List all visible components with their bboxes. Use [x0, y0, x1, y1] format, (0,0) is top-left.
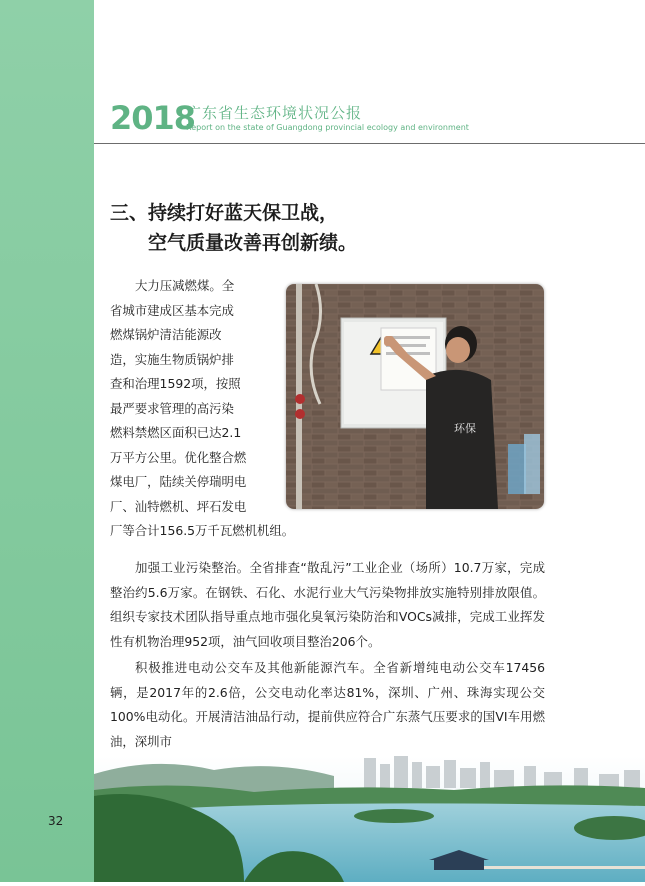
paragraph-body: 全省新增纯电动公交车17456辆，是2017年的2.6倍，公交电动化率达81%，深圳、广州、珠海实现公交100%电动化。开展清洁油品行动，提前供应符合广东蒸气压要求的国VI车用燃油，深圳市 [110, 660, 546, 749]
report-title-cn: 广东省生态环境状况公报 [186, 104, 363, 122]
paragraph-heading: 积极推进电动公交车及其他新能源汽车。 [135, 660, 374, 675]
text-line: 造，实施生物质锅炉排 [110, 351, 234, 367]
paragraph-industrial [110, 556, 545, 654]
text-line: 煤电厂，陆续关停瑞明电 [110, 474, 247, 489]
paragraph-coal-reduction [110, 274, 295, 544]
text-line: 厂、汕特燃机、坪石发电 [110, 498, 247, 514]
paragraph-heading: 加强工业污染整治。 [135, 560, 250, 575]
landscape-banner [94, 756, 645, 882]
section-title-line1: 三、持续打好蓝天保卫战， [110, 202, 339, 224]
sidebar-strip [0, 0, 94, 882]
inspection-photo-illustration [286, 284, 544, 509]
text-line: 燃煤锅炉清洁能源改 [110, 327, 222, 342]
landscape-illustration [94, 756, 645, 882]
text-line: 厂等合计156.5万千瓦燃机机组。 [110, 523, 295, 538]
paragraph-body: 全省排查“散乱污”工业企业（场所）10.7万家，完成整治约5.6万家。在钢铁、石化、水泥行业大气污染物排放实施特别排放限值。组织专家技术团队指导重点地市强化臭氧污染防治和VOCs减排，完成工业挥发性有机物治理952项，油气回收项目整治206个。 [110, 560, 546, 649]
section-title-line2: 空气质量改善再创新绩。 [148, 232, 358, 254]
text-line: 全 [221, 278, 235, 293]
report-title-en: Report on the state of Guangdong provincial ecology and environment [186, 123, 469, 132]
text-line: 最严要求管理的高污染 [110, 400, 234, 416]
paragraph-electric-bus [110, 656, 545, 754]
text-line: 万平方公里。优化整合燃 [110, 449, 247, 465]
text-line: 查和治理1592项，按照 [110, 376, 241, 391]
inspection-photo [286, 284, 544, 509]
shirt-label: 环保 [454, 422, 476, 435]
page-number: 32 [48, 814, 64, 828]
paragraph-heading: 大力压减燃煤。 [135, 278, 222, 293]
report-year: 2018 [110, 99, 196, 137]
text-line: 省城市建成区基本完成 [110, 302, 234, 318]
text-line: 燃料禁燃区面积已达2.1 [110, 425, 242, 440]
section-title [110, 198, 357, 258]
report-header [110, 98, 645, 138]
header-divider [94, 143, 645, 144]
